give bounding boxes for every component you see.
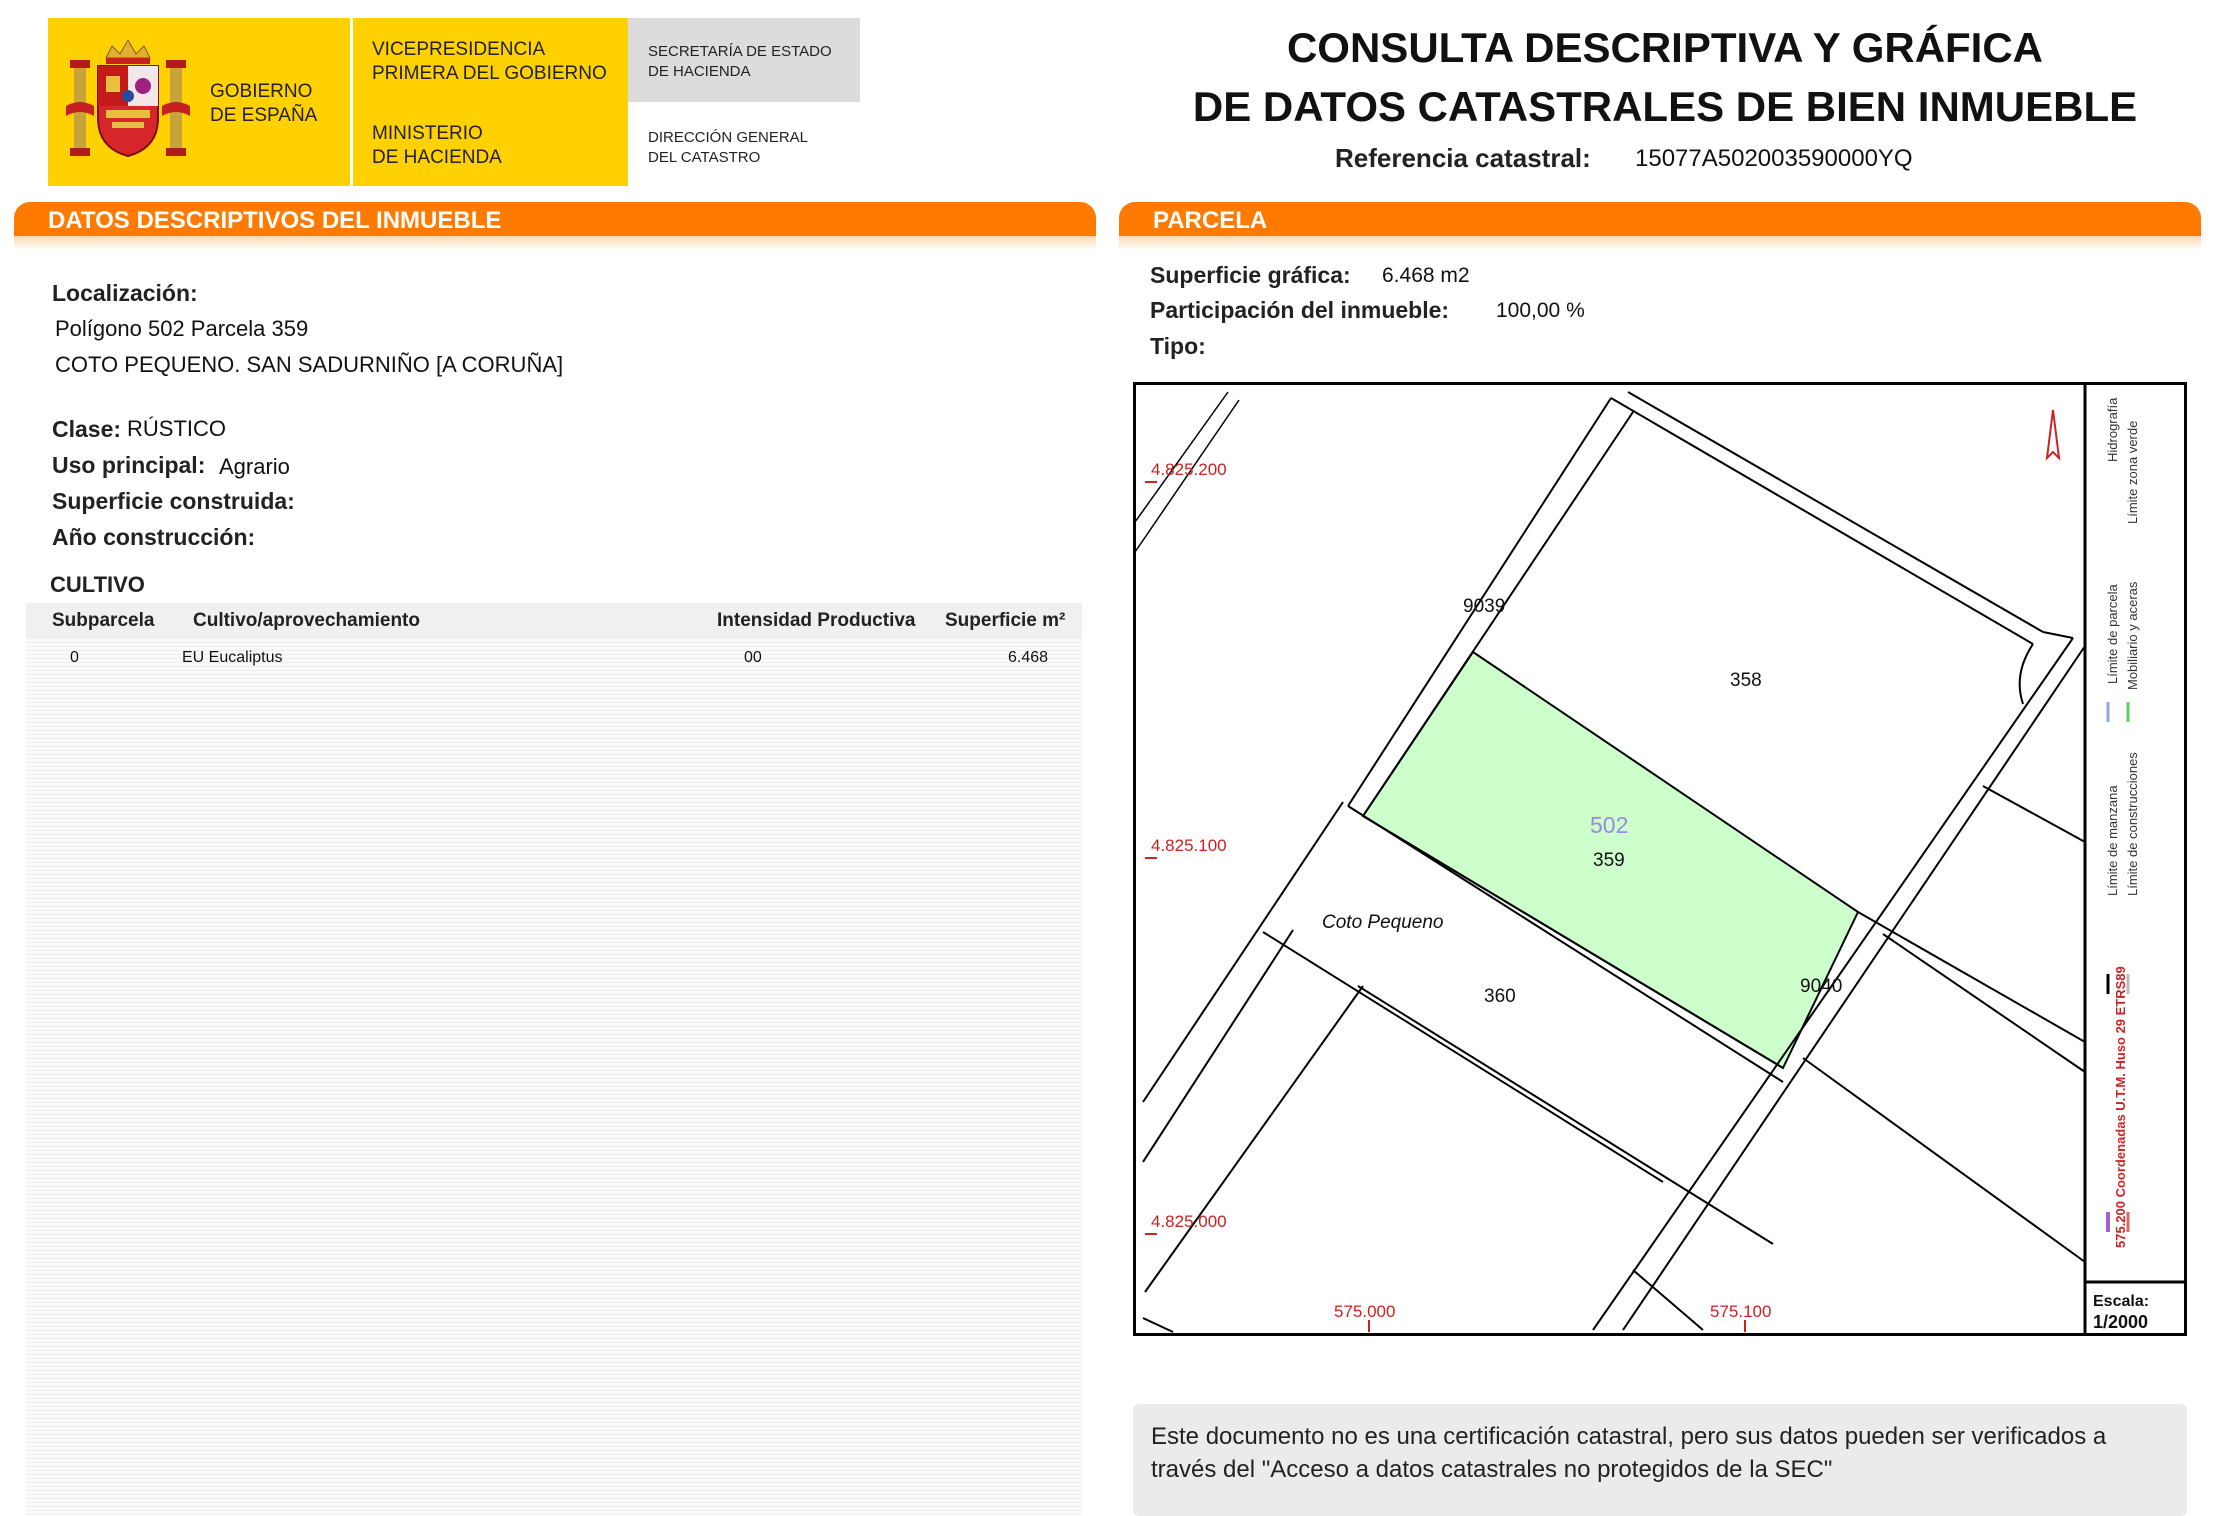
disclaimer-note [1133,1404,2187,1516]
min-line1: MINISTERIO [372,123,483,144]
section-bar-shadow [14,236,1096,250]
cultivo-title: CULTIVO [50,572,145,597]
label-360: 360 [1484,986,1516,1007]
col-superficie: Superficie m² [945,610,1066,631]
sec-line2: DE HACIENDA [648,63,751,80]
legend-mobiliario: Mobiliario y aceras [2125,581,2140,690]
vice-line1: VICEPRESIDENCIA [372,39,546,60]
section-bar-descriptivos [14,202,1096,236]
legend-manzana: Límite de manzana [2105,785,2120,896]
label-9039: 9039 [1463,596,1506,617]
coord-x1: 575.000 [1334,1302,1396,1321]
cell-intensidad: 00 [744,649,762,666]
localizacion-line2: COTO PEQUENO. SAN SADURNIÑO [A CORUÑA] [55,352,564,377]
coat-of-arms-icon [66,36,190,162]
label-9040: 9040 [1800,976,1843,997]
gov-line2: DE ESPAÑA [210,105,318,126]
title-line2: DE DATOS CATASTRALES DE BIEN INMUEBLE [1192,83,2138,130]
disclaimer-text: Este documento no es una certificación catastral, pero sus datos pueden ser verificados a través del "Acceso a datos catastrales no protegidos de la SEC" [1151,1423,2107,1483]
cultivo-table-header [26,603,1082,639]
sup-grafica-label: Superficie gráfica: [1150,262,1351,288]
anio-label: Año construcción: [52,524,256,550]
uso-label: Uso principal: [52,452,206,478]
dir-line2: DEL CATASTRO [648,149,761,166]
page-title [1130,18,2200,136]
cell-superficie: 6.468 [1008,649,1049,666]
clase-label: Clase: [52,416,122,442]
cell-subparcela: 0 [70,649,79,666]
label-coto-pequeno: Coto Pequeno [1322,912,1444,933]
participacion-value: 100,00 % [1496,299,1585,322]
cadastral-map-drawing [1133,382,2187,1336]
dir-line1: DIRECCIÓN GENERAL [648,129,809,146]
ref-value: 15077A502003590000YQ [1635,145,1913,172]
uso-value: Agrario [219,454,290,479]
participacion-label: Participación del inmueble: [1150,297,1450,323]
localizacion-label: Localización: [52,280,198,306]
tipo-label: Tipo: [1150,333,1206,359]
parcela-title: PARCELA [1153,207,1268,234]
coord-y2: 4.825.100 [1151,836,1227,855]
section-title: DATOS DESCRIPTIVOS DEL INMUEBLE [48,207,502,234]
legend-hidrografia: Hidrografía [2105,397,2120,462]
sup-construida-label: Superficie construida: [52,488,295,514]
col-intensidad: Intensidad Productiva [717,610,916,631]
legend-parcela: Límite de parcela [2105,584,2120,684]
legend-zona-verde: Límite zona verde [2125,420,2140,524]
col-cultivo: Cultivo/aprovechamiento [193,610,420,631]
sup-grafica-value: 6.468 m2 [1382,264,1470,287]
title-line1: CONSULTA DESCRIPTIVA Y GRÁFICA [1286,24,2044,71]
ref-label: Referencia catastral: [1335,143,1591,173]
col-subparcela: Subparcela [52,610,155,631]
section-bar-shadow-2 [1119,236,2201,250]
coord-x2: 575.100 [1710,1302,1772,1321]
coord-y3: 4.825.000 [1151,1212,1227,1231]
coord-y1: 4.825.200 [1151,460,1227,479]
min-line2: DE HACIENDA [372,147,502,168]
cultivo-table [26,603,1082,1515]
gov-line1: GOBIERNO [210,81,313,102]
label-502: 502 [1590,812,1629,838]
logo-divider [350,18,353,186]
localizacion-line1: Polígono 502 Parcela 359 [55,316,309,341]
clase-value: RÚSTICO [127,416,226,441]
sec-line1: SECRETARÍA DE ESTADO [648,43,832,60]
section-bar-parcela [1119,202,2201,236]
label-358: 358 [1730,670,1762,691]
vice-line2: PRIMERA DEL GOBIERNO [372,63,607,84]
label-359: 359 [1593,850,1625,871]
escala-value: 1/2000 [2093,1312,2149,1332]
legend-coordenadas: 575.200 Coordenadas U.T.M. Huso 29 ETRS89 [2113,966,2128,1248]
escala-label: Escala: [2093,1293,2150,1310]
legend-construcciones: Límite de construcciones [2125,752,2140,896]
cell-cultivo: EU Eucaliptus [182,649,283,666]
